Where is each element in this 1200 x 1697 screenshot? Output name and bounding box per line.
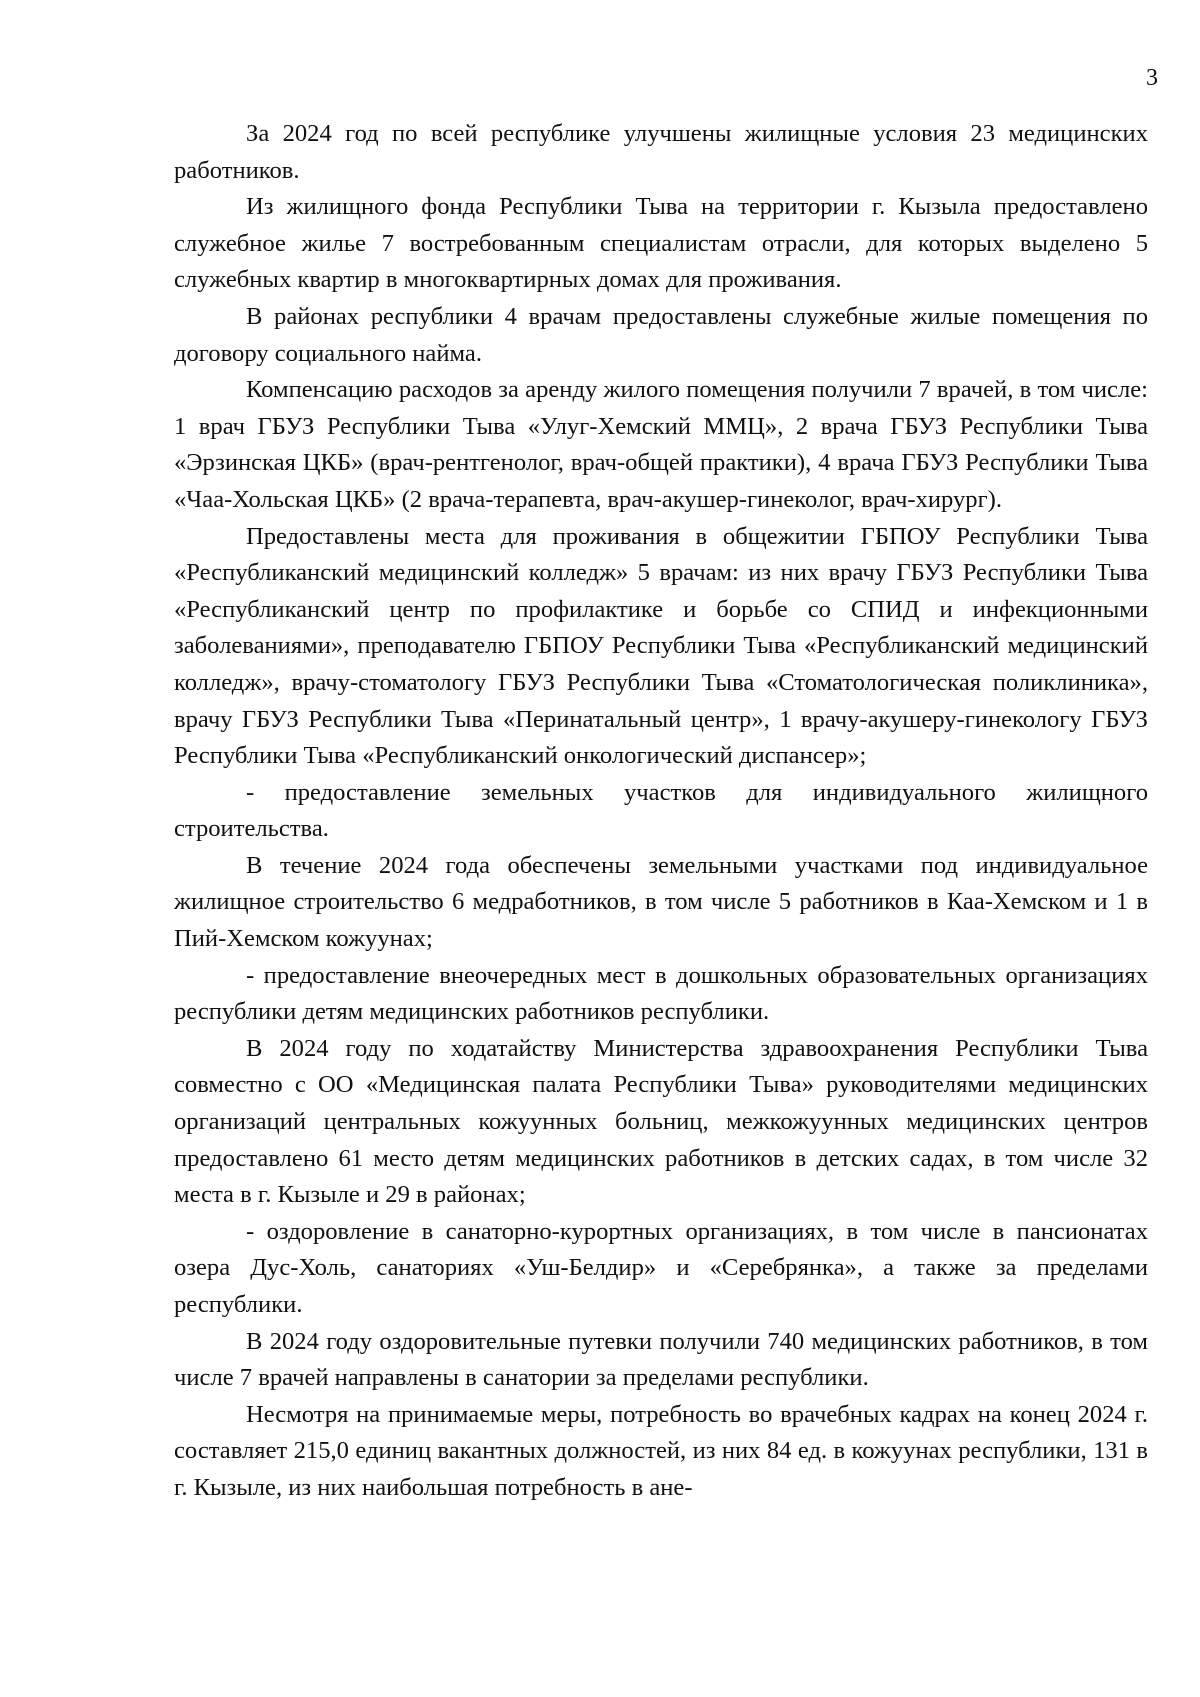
page-number: 3	[1146, 65, 1158, 91]
paragraph-rent-compensation: Компенсацию расходов за аренду жилого помещения получили 7 врачей, в том числе: 1 врач ГБУЗ Республики Тыва «Улуг-Хемский ММЦ», 2 врача ГБУЗ Республики Тыва «Эрзинская ЦКБ» (врач-рентгенолог, врач-общей практики), 4 врача ГБУЗ Республики Тыва «Чаа-Хольская ЦКБ» (2 врача-терапевта, врач-акушер-гинеколог, врач-хирург).	[174, 376, 1148, 513]
paragraph-vouchers-2024: В 2024 году оздоровительные путевки получили 740 медицинских работников, в том числе 7 врачей направлены в санатории за пределами республики.	[174, 1327, 1148, 1392]
paragraph-district-housing: В районах республики 4 врачам предоставлены служебные жилые помещения по договору социального найма.	[174, 302, 1148, 367]
paragraph-housing-improved: За 2024 год по всей республике улучшены жилищные условия 23 медицинских работников.	[174, 120, 1148, 184]
paragraph-land-plots-2024: В течение 2024 года обеспечены земельными участками под индивидуальное жилищное строительство 6 медработников, в том числе 5 работников в Каа-Хемском и 1 в Пий-Хемском кожуунах;	[174, 851, 1148, 953]
paragraph-service-housing-kyzyl: Из жилищного фонда Республики Тыва на территории г. Кызыла предоставлено служебное жилье 7 востребованным специалистам отрасли, для которых выделено 5 служебных квартир в многоквартирных домах для проживания.	[174, 193, 1148, 294]
paragraph-sanatorium-item: - оздоровление в санаторно-курортных организациях, в том числе в пансионатах озера Дус-Холь, санаториях «Уш-Белдир» и «Серебрянка», а также за пределами республики.	[174, 1217, 1148, 1318]
paragraph-kindergarten-item: - предоставление внеочередных мест в дошкольных образовательных организациях республики детям медицинских работников республики.	[174, 961, 1148, 1026]
document-body	[174, 116, 1148, 1507]
paragraph-kindergarten-2024: В 2024 году по ходатайству Министерства здравоохранения Республики Тыва совместно с ОО «Медицинская палата Республики Тыва» руководителями медицинских организаций центральных кожуунных больниц, межкожуунных медицинских центров предоставлено 61 место детям медицинских работников в детских садах, в том числе 32 места в г. Кызыле и 29 в районах;	[174, 1034, 1148, 1209]
paragraph-vacancies: Несмотря на принимаемые меры, потребность во врачебных кадрах на конец 2024 г. составляет 215,0 единиц вакантных должностей, из них 84 ед. в кожуунах республики, 131 в г. Кызыле, из них наибольшая потребность в ане-	[174, 1400, 1148, 1501]
paragraph-dormitory-places: Предоставлены места для проживания в общежитии ГБПОУ Республики Тыва «Республиканский медицинский колледж» 5 врачам: из них врачу ГБУЗ Республики Тыва «Республиканский центр по профилактике и борьбе со СПИД и инфекционными заболеваниями», преподавателю ГБПОУ Республики Тыва «Республиканский медицинский колледж», врачу-стоматологу ГБУЗ Республики Тыва «Стоматологическая поликлиника», врачу ГБУЗ Республики Тыва «Перинатальный центр», 1 врачу-акушеру-гинекологу ГБУЗ Республики Тыва «Республиканский онкологический диспансер»;	[174, 522, 1148, 770]
paragraph-land-plots-item: - предоставление земельных участков для индивидуального жилищного строительства.	[174, 778, 1148, 843]
